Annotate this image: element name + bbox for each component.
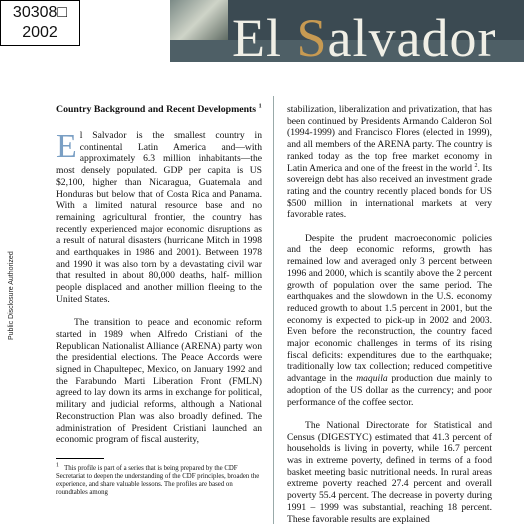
title-accent-letter: S bbox=[296, 8, 328, 62]
heading-text: Country Background and Recent Developments bbox=[56, 104, 257, 115]
paragraph-transition: The transition to peace and economic reform started in 1989 when Alfredo Cristiani of the Republican Nationalist Alliance (ARENA) party won the presidential elections. The Peace Accords were signed in Chapultepec, Mexico, on January 1992 and the Farabundo Marti Liberation Front (FMLN) agreed to lay down its arms in exchange for political, military and judicial reforms, although a National Reconstruction Plan was also broadly defined. The administration of President Cristiani launched an economic program of fiscal austerity, bbox=[56, 317, 262, 446]
paragraph-intro-text: l Salvador is the smallest country in continental Latin America and—with approximately 6.3 million inhabitants—the most densely populated. GDP per capita is US $2,100, higher than Nicaragua, Guatemala and Honduras but below that of Costa Rica and Panama. With a limited natural resource base and no remaining agricultural frontier, the country has recently experienced major economic disruptions as a result of natural disasters (hurricane Mitch in 1998 and earthquakes in 1986 and 2001). Between 1978 and 1990 it was also torn by a devastating civil war that resulted in about 80,000 deaths, half- million people displaced and another million fleeing to the United States. bbox=[56, 130, 262, 305]
footnote-text: This profile is part of a series that is being prepared by the CDF Secretariat to deepen the understanding of the CDF principles, broaden the experience, and share valuable lessons. The profiles are based on roundtables among bbox=[56, 464, 260, 497]
banner-title bbox=[232, 10, 496, 62]
paragraph-growth bbox=[287, 233, 492, 409]
title-prefix: El bbox=[232, 8, 297, 62]
column-divider bbox=[273, 96, 274, 524]
paragraph-poverty: The National Directorate for Statistical and Census (DIGESTYC) estimated that 41.3 percent of households is living in poverty, while 16.7 percent was in extreme poverty, defined in terms of a food basket meeting basic nutritional needs. In rural areas extreme poverty reached 27.4 percent and overall poverty 55.4 percent. The decrease in poverty during 1991 – 1999 was substantial, reaching 18 percent. These favorable results are explained bbox=[287, 419, 492, 524]
header-banner bbox=[170, 0, 524, 62]
drop-cap: E bbox=[56, 128, 77, 165]
footnote-rule bbox=[56, 458, 104, 459]
disclosure-sidebar bbox=[0, 220, 15, 350]
footnote-mark: 1 bbox=[56, 462, 59, 469]
growth-emphasis: maquila bbox=[356, 373, 388, 385]
document-id-stamp bbox=[0, 0, 80, 46]
title-rest: alvador bbox=[327, 8, 497, 62]
stamp-line-1: 30308□ bbox=[12, 4, 68, 21]
section-heading bbox=[56, 104, 262, 116]
growth-text-a: Despite the prudent macroeconomic policies and the deep economic reforms, growth has remained low and averaged only 3 percent between 1996 and 2000, which is scantily above the 2 percent growth of population over the same period. The earthquakes and the slowdown in the U.S. economy reduced growth to about 1.5 percent in 2001, but the economy is expected to pick-up in 2002 and 2003. Even before the reconstruction, the country faced major economic challenges in terms of its rising fiscal deficits: expenditures due to the earthquake; traditionally low tax collection; reduced competitive advantage in the bbox=[287, 232, 492, 385]
left-column bbox=[56, 104, 262, 497]
disclosure-label: Public Disclosure Authorized bbox=[8, 251, 15, 340]
footnote-ref-2: 2 bbox=[474, 162, 478, 169]
stabilization-text: stabilization, liberalization and privatization, that has been continued by Presidents Armando Calderon Sol (1994-1999) and Francisco Flores (elected in 1999), and all members of the ARENA party. The country is ranked today as the top free market economy in Latin America and one of the freest in the world bbox=[287, 104, 492, 174]
paragraph-intro bbox=[56, 130, 262, 306]
stabilization-text-end: . Its sovereign debt has also received an investment grade rating and the country recently placed bonds for US $500 million in international markets at very favorable rates. bbox=[287, 162, 492, 221]
growth-text-b: production due mainly to adoption of the US dollar as the currency; and poor performance of the coffee sector. bbox=[287, 373, 493, 408]
paragraph-stabilization bbox=[287, 104, 492, 221]
stamp-line-2: 2002 bbox=[22, 24, 58, 41]
footnote bbox=[56, 462, 262, 498]
right-column bbox=[287, 104, 492, 524]
banner-photo bbox=[170, 0, 228, 40]
heading-footnote-ref: 1 bbox=[258, 103, 262, 110]
